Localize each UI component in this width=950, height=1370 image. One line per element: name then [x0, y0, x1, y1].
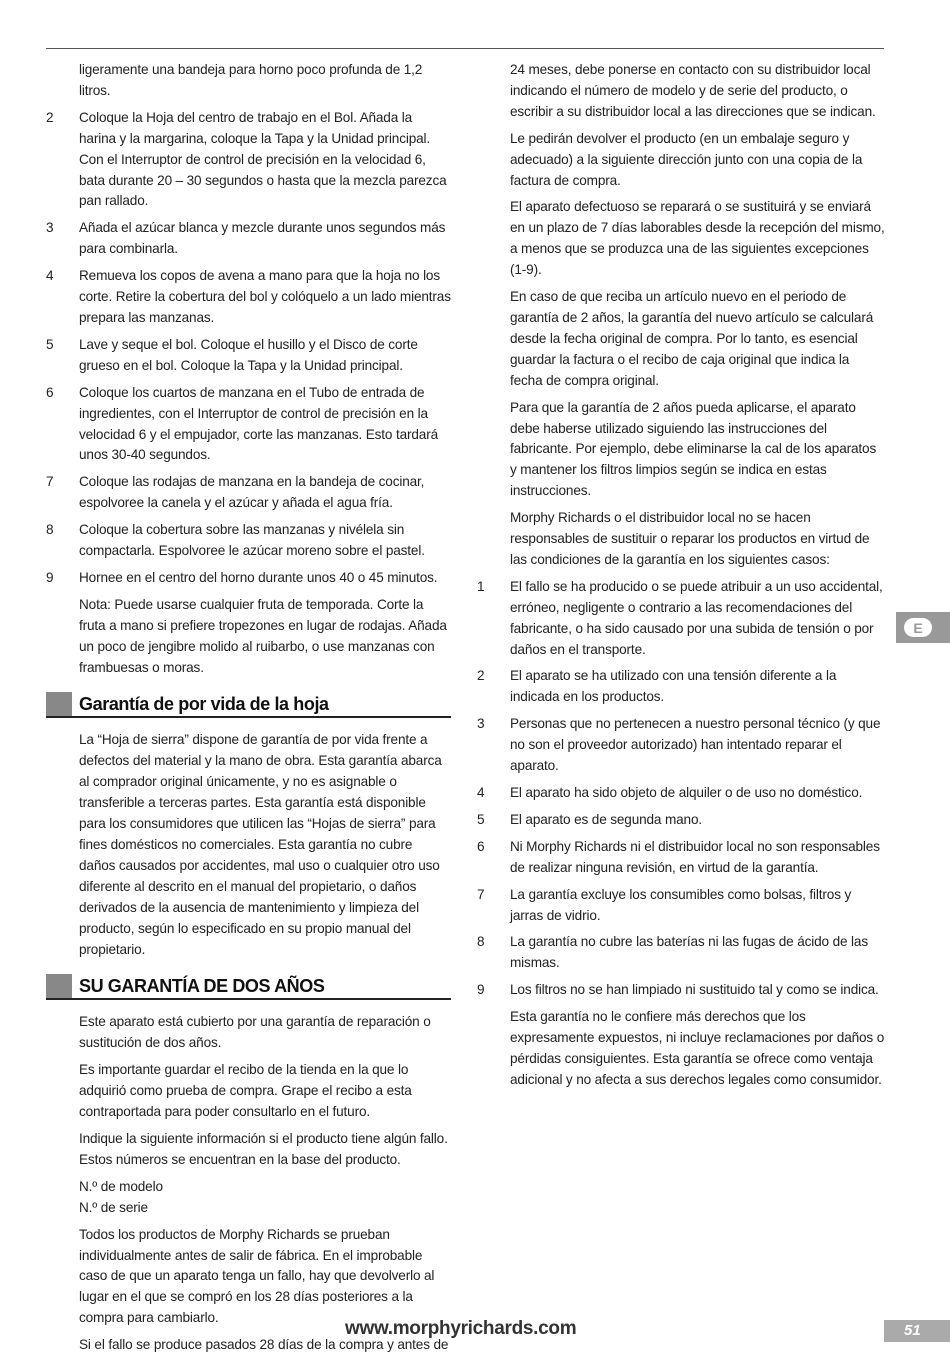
- page-number: 51: [884, 1320, 950, 1342]
- list-item: [46, 568, 451, 589]
- language-badge: E: [904, 618, 932, 637]
- section-heading-two-year-warranty: [46, 974, 451, 1000]
- item-text: Coloque los cuartos de manzana en el Tubo de entrada de ingredientes, con el Interruptor de control de precisión en la velocidad 6 y el empujador, corte las manzanas. Esto tardará unos 30-40 segundos.: [79, 384, 438, 463]
- heading-text: Garantía de por vida de la hoja: [79, 694, 329, 715]
- list-item: [477, 783, 885, 804]
- model-number-label: N.º de modelo: [79, 1178, 163, 1194]
- paragraph: Es importante guardar el recibo de la tienda en la que lo adquirió como prueba de compra. Grape el recibo a esta contraportada para poder consultarlo en el futuro.: [79, 1062, 412, 1120]
- item-text: Remueva los copos de avena a mano para que la hoja no los corte. Retire la cobertura del bol y colóquelo a un lado mientras prepara las manzanas.: [79, 268, 451, 325]
- list-item: [477, 932, 885, 974]
- item-text: La garantía no cubre las baterías ni las fugas de ácido de las mismas.: [510, 934, 868, 971]
- item-number: 2: [46, 109, 54, 125]
- list-item: [46, 520, 451, 562]
- item-number: 9: [46, 569, 54, 585]
- item-number: 2: [477, 668, 485, 684]
- blade-warranty-text: La “Hoja de sierra” dispone de garantía de por vida frente a defectos del material y la mano de obra. Esta garantía abarca al comprador original únicamente, y no es asignable o transferible a terceras partes. Esta garantía está disponible para los consumidores que utilicen las “Hojas de sierra” para fines domésticos no comerciales. Esta garantía no cubre daños causados por accidentes, mal uso o cualquier otro uso diferente al descrito en el manual del propietario, o daños derivados de la ausencia de mantenimiento y limpieza del producto, según lo especificado en su propio manual del propietario.: [79, 732, 442, 957]
- item-text: El fallo se ha producido o se puede atribuir a un uso accidental, erróneo, negligente o contrario a las recomendaciones del fabricante, o ha sido causado por una subida de tensión o por daños en el transporte.: [510, 578, 883, 657]
- item-text: Los filtros no se han limpiado ni sustituido tal y como se indica.: [510, 982, 879, 998]
- item-number: 9: [477, 982, 485, 998]
- item-text: Lave y seque el bol. Coloque el husillo y el Disco de corte grueso en el bol. Coloque la Tapa y la Unidad principal.: [79, 336, 418, 373]
- item-number: 7: [477, 886, 485, 902]
- heading-text: SU GARANTÍA DE DOS AÑOS: [79, 975, 325, 996]
- item-text: Hornee en el centro del horno durante unos 40 o 45 minutos.: [79, 569, 438, 585]
- item-number: 5: [46, 336, 54, 352]
- intro-continuation: ligeramente una bandeja para horno poco profunda de 1,2 litros.: [79, 62, 423, 98]
- paragraph: Si el fallo se produce pasados 28 días de la compra y antes de: [79, 1337, 449, 1353]
- list-item: [477, 885, 885, 927]
- list-item: [46, 383, 451, 467]
- paragraph: Le pedirán devolver el producto (en un embalaje seguro y adecuado) a la siguiente dirección junto con una copia de la factura de compra.: [510, 130, 863, 188]
- item-text: El aparato es de segunda mano.: [510, 811, 702, 827]
- item-text: Personas que no pertenecen a nuestro personal técnico (y que no son el proveedor autorizado) han intentado reparar el aparato.: [510, 716, 881, 774]
- paragraph: Indique la siguiente información si el producto tiene algún fallo. Estos números se encuentran en la base del producto.: [79, 1130, 448, 1167]
- paragraph: El aparato defectuoso se reparará o se sustituirá y se enviará en un plazo de 7 días laborables desde la recepción del mismo, a menos que se produzca una de las siguientes excepciones (1-9).: [510, 199, 885, 278]
- list-item: [477, 666, 885, 708]
- footer-url: www.morphyrichards.com: [345, 1318, 577, 1339]
- item-number: 8: [46, 522, 54, 538]
- paragraph: En caso de que reciba un artículo nuevo en el periodo de garantía de 2 años, la garantía del nuevo artículo se calculará desde la fecha original de compra. Por lo tanto, es esencial guardar la factura o el recibo de caja original que indica la fecha de compra original.: [510, 289, 874, 388]
- list-item: [46, 472, 451, 514]
- list-item: [46, 108, 451, 213]
- paragraph: Este aparato está cubierto por una garantía de reparación o sustitución de dos años.: [79, 1014, 431, 1051]
- right-column: [477, 60, 885, 1097]
- heading-bar: [46, 692, 72, 716]
- paragraph: 24 meses, debe ponerse en contacto con su distribuidor local indicando el número de modelo y de serie del producto, o escribir a su distribuidor local a las direcciones que se indican.: [510, 62, 876, 119]
- model-serial-fields: [79, 1177, 451, 1219]
- recipe-note: Nota: Puede usarse cualquier fruta de temporada. Corte la fruta a mano si prefiere tropezones en lugar de rodajas. Añada un poco de jengibre molido al ruibarbo, o use manzanas con frambuesas o moras.: [79, 596, 447, 675]
- list-item: [46, 335, 451, 377]
- item-number: 3: [46, 220, 54, 236]
- item-text: El aparato ha sido objeto de alquiler o de uso no doméstico.: [510, 785, 863, 800]
- item-text: Coloque la Hoja del centro de trabajo en el Bol. Añada la harina y la margarina, coloque la Tapa y la Unidad principal. Con el Interruptor de control de precisión en la velocidad 6, bata durante 20 – 30 segundos o hasta que la mezcla parezca pan rallado.: [79, 109, 447, 209]
- list-item: [46, 218, 451, 260]
- item-number: 6: [477, 838, 485, 854]
- serial-number-label: N.º de serie: [79, 1199, 148, 1215]
- item-text: Coloque la cobertura sobre las manzanas y nivélela sin compactarla. Espolvoree le azúcar moreno sobre el pastel.: [79, 522, 425, 559]
- item-text: Ni Morphy Richards ni el distribuidor local no son responsables de realizar ninguna revisión, en virtud de la garantía.: [510, 838, 880, 875]
- item-text: Añada el azúcar blanca y mezcle durante unos segundos más para combinarla.: [79, 220, 446, 257]
- item-number: 7: [46, 474, 54, 490]
- list-item: [477, 810, 885, 831]
- item-number: 4: [477, 785, 485, 800]
- language-tab: [896, 612, 950, 643]
- paragraph: Todos los productos de Morphy Richards se prueban individualmente antes de salir de fábrica. En el improbable caso de que un aparato tenga un fallo, hay que devolverlo al lugar en el que se compró en los 28 días posteriores a la compra para cambiarlo.: [79, 1226, 435, 1326]
- heading-bar: [46, 974, 72, 998]
- item-number: 5: [477, 811, 485, 827]
- item-number: 8: [477, 934, 485, 950]
- item-text: El aparato se ha utilizado con una tensión diferente a la indicada en los productos.: [510, 668, 837, 705]
- item-number: 4: [46, 268, 54, 284]
- item-number: 1: [477, 578, 485, 594]
- paragraph: Morphy Richards o el distribuidor local no se hacen responsables de sustituir o reparar los productos en virtud de las condiciones de la garantía en los siguientes casos:: [510, 510, 870, 567]
- item-number: 6: [46, 384, 54, 400]
- item-text: La garantía excluye los consumibles como bolsas, filtros y jarras de vidrio.: [510, 886, 852, 923]
- item-number: 3: [477, 716, 485, 732]
- list-item: [477, 837, 885, 879]
- paragraph: Para que la garantía de 2 años pueda aplicarse, el aparato debe haberse utilizado siguiendo las instrucciones del fabricante. Por ejemplo, debe eliminarse la cal de los aparatos y mantener los filtros limpios según se indica en estas instrucciones.: [510, 399, 877, 499]
- list-item: [477, 714, 885, 777]
- item-text: Coloque las rodajas de manzana en la bandeja de cocinar, espolvoree la canela y el azúcar y añada el agua fría.: [79, 474, 425, 511]
- left-column: [46, 60, 451, 1362]
- closing-paragraph: Esta garantía no le confiere más derechos que los expresamente expuestos, ni incluye reclamaciones por daños o pérdidas consiguientes. Esta garantía se ofrece como ventaja adicional y no afecta a sus derechos legales como consumidor.: [510, 1009, 885, 1087]
- list-item: [46, 266, 451, 329]
- list-item: [477, 577, 885, 661]
- top-rule: [46, 48, 884, 49]
- list-item: [477, 980, 885, 1001]
- section-heading-blade-warranty: [46, 692, 451, 718]
